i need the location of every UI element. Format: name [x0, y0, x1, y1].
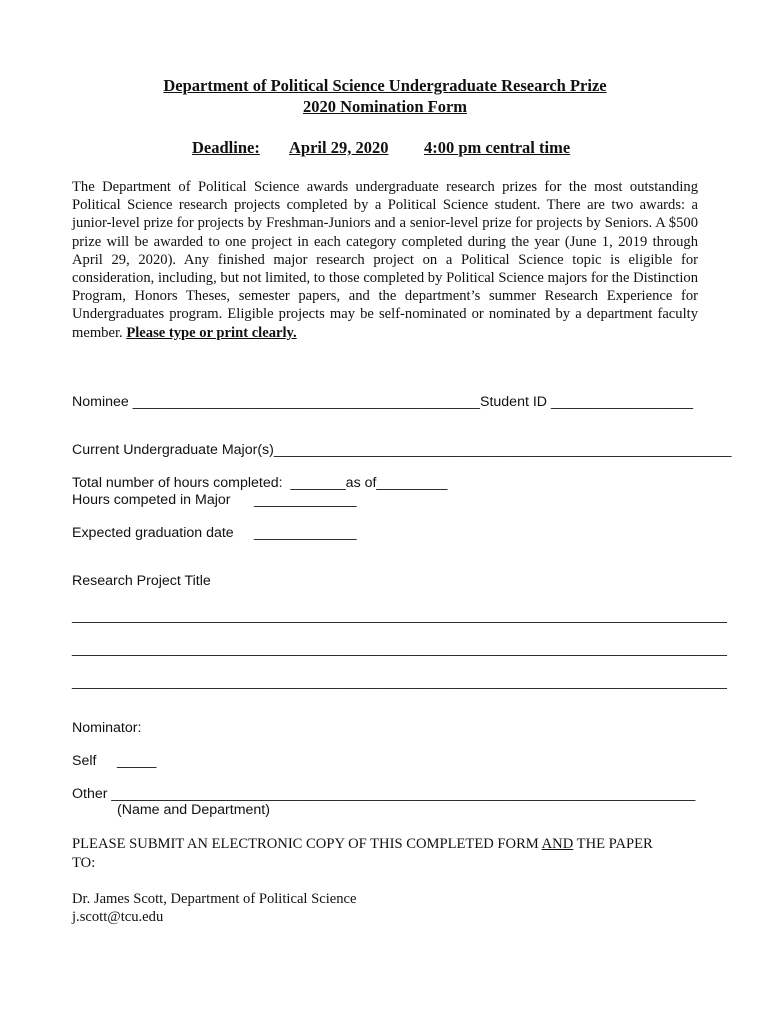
- student-id-field[interactable]: Student ID __________________: [480, 394, 694, 410]
- self-label: Self: [72, 753, 97, 769]
- hours-completed-field[interactable]: Total number of hours completed: _______as of_________: [72, 475, 448, 491]
- intro-paragraph: [72, 178, 698, 342]
- intro-emphasis: Please type or print clearly.: [126, 324, 297, 341]
- contact-name: Dr. James Scott, Department of Political Science: [72, 891, 357, 907]
- project-title-line[interactable]: ___________________________________________________________________________________: [72, 674, 727, 690]
- deadline-time: 4:00 pm central time: [424, 138, 571, 157]
- submit-text-post: THE PAPER: [573, 836, 653, 852]
- nominee-field[interactable]: Nominee ____________________________________________: [72, 394, 480, 410]
- submit-instructions: [72, 836, 653, 853]
- self-field[interactable]: _____: [117, 753, 157, 769]
- graduation-date-field[interactable]: _____________: [254, 525, 357, 541]
- nominator-label: Nominator:: [72, 720, 142, 736]
- project-title-label: Research Project Title: [72, 573, 211, 589]
- other-caption: (Name and Department): [117, 802, 270, 818]
- other-field[interactable]: Other __________________________________________________________________________: [72, 786, 696, 802]
- intro-text: The Department of Political Science awards undergraduate research prizes for the most outstanding Political Science research projects completed by a Political Science student. There are two awards: a junior-level prize for projects by Freshman-Juniors and a senior-level prize for projects by Seniors. A $500 prize will be awarded to one project in each category completed during the year (June 1, 2019 through April 29, 2020). Any finished major research project on a Political Science topic is eligible for consideration, including, but not limited, to those completed by Political Science majors for the Distinction Program, Honors Theses, semester papers, and the department’s summer Research Experience for Undergraduates program. Eligible projects may be self-nominated or nominated by a department faculty member.: [72, 179, 698, 341]
- form-title: Department of Political Science Undergraduate Research Prize: [163, 76, 607, 95]
- hours-major-field[interactable]: _____________: [254, 492, 357, 508]
- project-title-line[interactable]: ___________________________________________________________________________________: [72, 608, 727, 624]
- submit-to: TO:: [72, 855, 96, 871]
- form-subtitle: 2020 Nomination Form: [302, 97, 468, 116]
- project-title-line[interactable]: ___________________________________________________________________________________: [72, 641, 727, 657]
- contact-email[interactable]: j.scott@tcu.edu: [72, 909, 164, 925]
- hours-major-label: Hours competed in Major: [72, 492, 231, 508]
- submit-text-pre: PLEASE SUBMIT AN ELECTRONIC COPY OF THIS COMPLETED FORM: [72, 836, 542, 852]
- graduation-label: Expected graduation date: [72, 525, 234, 541]
- deadline-label: Deadline:: [192, 138, 260, 157]
- deadline-date: April 29, 2020: [289, 138, 389, 157]
- major-field[interactable]: Current Undergraduate Major(s)__________________________________________________________: [72, 442, 732, 458]
- submit-and: AND: [541, 836, 574, 852]
